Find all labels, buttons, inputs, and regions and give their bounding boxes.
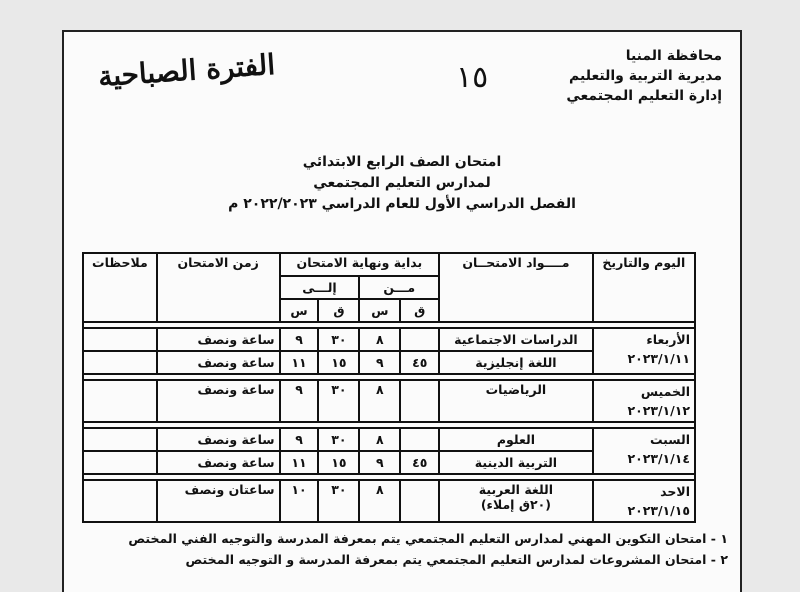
to-s-cell: ١١ [280, 351, 319, 374]
day-date: ٢٠٢٣/١/١٤ [627, 451, 690, 466]
to-s-cell: ٩ [280, 328, 319, 351]
day-date: ٢٠٢٣/١/١١ [627, 351, 690, 366]
day-cell [593, 328, 695, 374]
day-cell [593, 480, 695, 522]
subject-cell: التربية الدينية [439, 451, 593, 474]
to-q-cell: ١٥ [318, 451, 359, 474]
notes-cell [83, 328, 157, 351]
table-row [83, 328, 695, 351]
from-s-cell: ٨ [359, 328, 400, 351]
document-page [62, 30, 742, 592]
footnote-text: - امتحان التكوين المهني لمدارس التعليم المجتمعي يتم بمعرفة المدرسة والتوجيه الفني المختص [128, 531, 716, 546]
from-s-cell: ٩ [359, 351, 400, 374]
from-s-cell: ٩ [359, 451, 400, 474]
header-from-s: س [359, 299, 400, 322]
day-date: ٢٠٢٣/١/١٥ [627, 503, 690, 518]
handwritten-number: ١٥ [456, 60, 489, 95]
from-s-cell: ٨ [359, 428, 400, 451]
administration-line: إدارة التعليم المجتمعي [566, 88, 722, 104]
title-line-2: لمدارس التعليم المجتمعي [313, 175, 491, 191]
to-q-cell: ٣٠ [318, 480, 359, 522]
from-q-cell: ٤٥ [400, 451, 439, 474]
table-row [83, 380, 695, 422]
table-row [83, 428, 695, 451]
exam-titles [64, 152, 740, 215]
day-cell [593, 380, 695, 422]
title-line-3: الفصل الدراسي الأول للعام الدراسي ٢٠٢٢/٢٠٢٣ م [228, 196, 576, 212]
duration-cell: ساعة ونصف [157, 428, 280, 451]
subject-cell [439, 480, 593, 522]
footnote-text: - امتحان المشروعات لمدارس التعليم المجتمعي يتم بمعرفة المدرسة و التوجيه المختص [185, 552, 716, 567]
header-from-q: ق [400, 299, 439, 322]
subject-name: اللغة العربية [478, 482, 554, 497]
to-s-cell: ٩ [280, 428, 319, 451]
footnote-1 [64, 528, 728, 549]
header-to-s: س [280, 299, 319, 322]
directorate-line: مديرية التربية والتعليم [569, 68, 722, 84]
to-q-cell: ٣٠ [318, 428, 359, 451]
to-s-cell: ١٠ [280, 480, 319, 522]
duration-cell: ساعة ونصف [157, 451, 280, 474]
notes-cell [83, 480, 157, 522]
to-q-cell: ٣٠ [318, 328, 359, 351]
from-s-cell: ٨ [359, 480, 400, 522]
notes-cell [83, 451, 157, 474]
header-start-end: بداية ونهاية الامتحان [280, 253, 440, 276]
notes-cell [83, 351, 157, 374]
from-q-cell [400, 480, 439, 522]
from-q-cell [400, 328, 439, 351]
subject-cell: الرياضيات [439, 380, 593, 422]
to-q-cell: ٣٠ [318, 380, 359, 422]
header-day-date: اليوم والتاريخ [593, 253, 695, 322]
footnote-number: ٢ [720, 552, 728, 567]
from-q-cell [400, 428, 439, 451]
header-from: مـــن [359, 276, 439, 299]
from-s-cell: ٨ [359, 380, 400, 422]
subject-note: (٢٠ق إملاء) [480, 497, 551, 512]
footnote-number: ١ [720, 531, 728, 546]
to-s-cell: ٩ [280, 380, 319, 422]
header-to-q: ق [318, 299, 359, 322]
subject-cell: الدراسات الاجتماعية [439, 328, 593, 351]
duration-cell: ساعة ونصف [157, 380, 280, 422]
issuer-header [512, 46, 722, 106]
day-name: الاحد [660, 484, 690, 499]
exam-schedule-table [82, 252, 696, 523]
subject-cell: اللغة إنجليزية [439, 351, 593, 374]
footnotes [64, 528, 728, 570]
duration-cell: ساعتان ونصف [157, 480, 280, 522]
day-name: الخميس [640, 384, 690, 399]
duration-cell: ساعة ونصف [157, 328, 280, 351]
handwritten-period: الفترة الصباحية [97, 47, 277, 94]
header-duration: زمن الامتحان [157, 253, 280, 322]
footnote-2 [64, 549, 728, 570]
to-q-cell: ١٥ [318, 351, 359, 374]
header-to: إلـــى [280, 276, 360, 299]
governorate-line: محافظة المنيا [625, 48, 722, 64]
duration-cell: ساعة ونصف [157, 351, 280, 374]
from-q-cell [400, 380, 439, 422]
day-name: السبت [649, 432, 690, 447]
day-cell [593, 428, 695, 474]
day-date: ٢٠٢٣/١/١٢ [627, 403, 690, 418]
day-name: الأربعاء [646, 332, 690, 347]
title-line-1: امتحان الصف الرابع الابتدائي [302, 154, 502, 170]
notes-cell [83, 428, 157, 451]
header-notes: ملاحظات [83, 253, 157, 322]
from-q-cell: ٤٥ [400, 351, 439, 374]
header-subjects: مــــواد الامتحــان [439, 253, 593, 322]
subject-cell: العلوم [439, 428, 593, 451]
to-s-cell: ١١ [280, 451, 319, 474]
table-row [83, 480, 695, 522]
notes-cell [83, 380, 157, 422]
